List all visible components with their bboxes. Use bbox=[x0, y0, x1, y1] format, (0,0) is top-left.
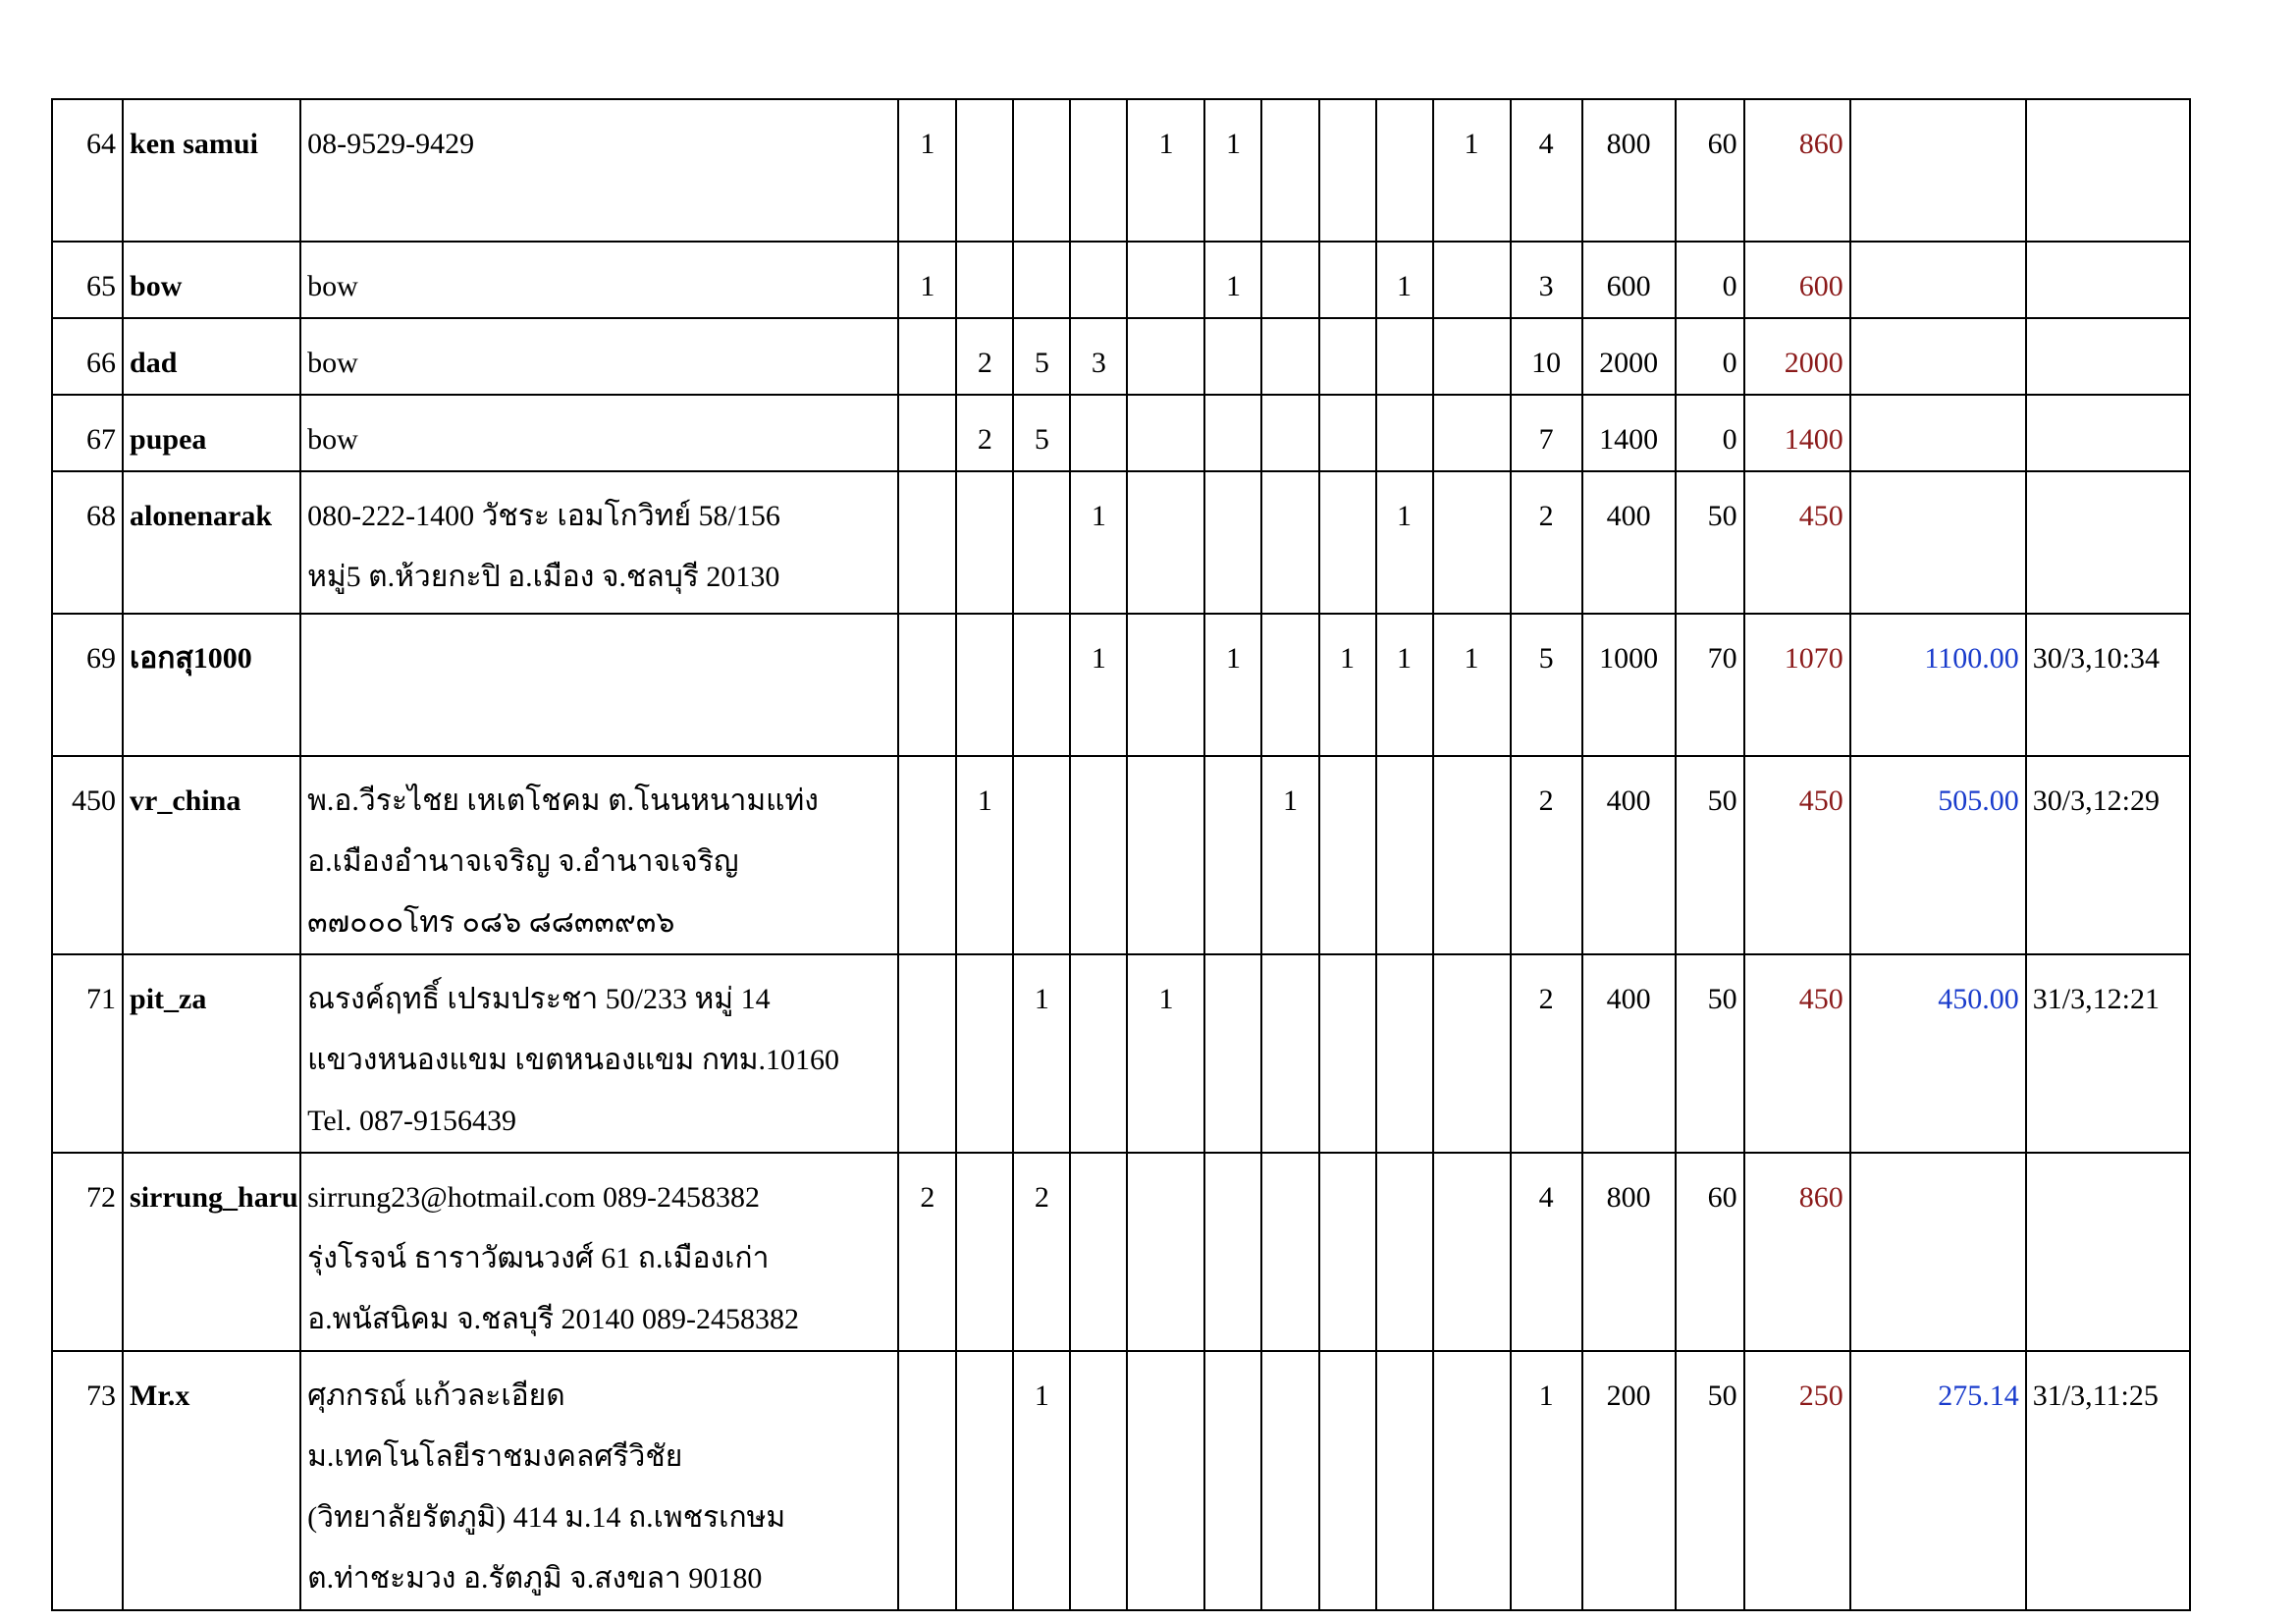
payment-time-cell bbox=[2026, 242, 2190, 318]
customer-name-cell: bow bbox=[123, 242, 300, 318]
table-row bbox=[52, 1153, 2190, 1351]
address-line: ม.เทคโนโลยีราชมงคลศรีวิชัย bbox=[307, 1440, 683, 1473]
customer-name-cell: pit_za bbox=[123, 954, 300, 1153]
paid-amount-cell bbox=[1850, 99, 2026, 242]
quantity-cell-4: 3 bbox=[1070, 318, 1127, 395]
payment-time-cell: 30/3,12:29 bbox=[2026, 756, 2190, 954]
quantity-cell-6 bbox=[1204, 395, 1261, 471]
quantity-cell-1 bbox=[898, 756, 956, 954]
address-cell bbox=[300, 99, 898, 242]
quantity-cell-7 bbox=[1261, 99, 1318, 242]
quantity-cell-5: 1 bbox=[1127, 99, 1204, 242]
address-line: ต.ท่าชะมวง อ.รัตภูมิ จ.สงขลา 90180 bbox=[307, 1562, 763, 1595]
quantity-cell-7 bbox=[1261, 471, 1318, 614]
quantity-cell-10 bbox=[1433, 242, 1511, 318]
payment-time-cell bbox=[2026, 395, 2190, 471]
item-count-cell: 1 bbox=[1511, 1351, 1582, 1610]
quantity-cell-10 bbox=[1433, 395, 1511, 471]
shipping-cell: 0 bbox=[1676, 318, 1744, 395]
total-cell: 2000 bbox=[1744, 318, 1850, 395]
order-number-cell: 64 bbox=[52, 99, 123, 242]
price-cell: 400 bbox=[1582, 471, 1676, 614]
address-cell bbox=[300, 614, 898, 756]
quantity-cell-8 bbox=[1319, 471, 1376, 614]
item-count-cell: 10 bbox=[1511, 318, 1582, 395]
paid-amount-cell bbox=[1850, 1153, 2026, 1351]
quantity-cell-8 bbox=[1319, 954, 1376, 1153]
customer-name-cell: alonenarak bbox=[123, 471, 300, 614]
quantity-cell-4 bbox=[1070, 954, 1127, 1153]
table-row bbox=[52, 395, 2190, 471]
customer-name-cell: ken samui bbox=[123, 99, 300, 242]
item-count-cell: 7 bbox=[1511, 395, 1582, 471]
quantity-cell-10 bbox=[1433, 318, 1511, 395]
quantity-cell-1 bbox=[898, 318, 956, 395]
price-cell: 400 bbox=[1582, 756, 1676, 954]
address-line: ๓๗๐๐๐โทร ๐๘๖ ๘๘๓๓๙๓๖ bbox=[307, 906, 675, 939]
price-cell: 600 bbox=[1582, 242, 1676, 318]
quantity-cell-6: 1 bbox=[1204, 99, 1261, 242]
order-number-cell: 65 bbox=[52, 242, 123, 318]
table-row bbox=[52, 471, 2190, 614]
total-cell: 600 bbox=[1744, 242, 1850, 318]
quantity-cell-7 bbox=[1261, 954, 1318, 1153]
total-cell: 860 bbox=[1744, 1153, 1850, 1351]
quantity-cell-3 bbox=[1013, 756, 1070, 954]
quantity-cell-9 bbox=[1376, 99, 1433, 242]
order-number-cell: 66 bbox=[52, 318, 123, 395]
orders-table-body bbox=[52, 99, 2190, 1610]
payment-time-cell: 30/3,10:34 bbox=[2026, 614, 2190, 756]
item-count-cell: 5 bbox=[1511, 614, 1582, 756]
paid-amount-cell: 1100.00 bbox=[1850, 614, 2026, 756]
quantity-cell-8: 1 bbox=[1319, 614, 1376, 756]
quantity-cell-3: 2 bbox=[1013, 1153, 1070, 1351]
item-count-cell: 4 bbox=[1511, 1153, 1582, 1351]
quantity-cell-8 bbox=[1319, 242, 1376, 318]
payment-time-cell bbox=[2026, 318, 2190, 395]
total-cell: 860 bbox=[1744, 99, 1850, 242]
quantity-cell-2 bbox=[956, 99, 1013, 242]
item-count-cell: 3 bbox=[1511, 242, 1582, 318]
quantity-cell-9: 1 bbox=[1376, 471, 1433, 614]
quantity-cell-3 bbox=[1013, 614, 1070, 756]
quantity-cell-5 bbox=[1127, 318, 1204, 395]
quantity-cell-10 bbox=[1433, 1351, 1511, 1610]
shipping-cell: 60 bbox=[1676, 1153, 1744, 1351]
quantity-cell-1 bbox=[898, 1351, 956, 1610]
payment-time-cell: 31/3,12:21 bbox=[2026, 954, 2190, 1153]
quantity-cell-6 bbox=[1204, 1351, 1261, 1610]
quantity-cell-6 bbox=[1204, 954, 1261, 1153]
address-line: Tel. 087-9156439 bbox=[307, 1105, 516, 1137]
paid-amount-cell bbox=[1850, 395, 2026, 471]
order-number-cell: 450 bbox=[52, 756, 123, 954]
order-number-cell: 73 bbox=[52, 1351, 123, 1610]
quantity-cell-2 bbox=[956, 1153, 1013, 1351]
address-line: 08-9529-9429 bbox=[307, 128, 475, 160]
quantity-cell-7 bbox=[1261, 1153, 1318, 1351]
paid-amount-cell bbox=[1850, 318, 2026, 395]
quantity-cell-8 bbox=[1319, 318, 1376, 395]
quantity-cell-8 bbox=[1319, 395, 1376, 471]
shipping-cell: 60 bbox=[1676, 99, 1744, 242]
paid-amount-cell: 450.00 bbox=[1850, 954, 2026, 1153]
customer-name-cell: เอกสุ1000 bbox=[123, 614, 300, 756]
total-cell: 250 bbox=[1744, 1351, 1850, 1610]
quantity-cell-7 bbox=[1261, 614, 1318, 756]
quantity-cell-1 bbox=[898, 471, 956, 614]
quantity-cell-5 bbox=[1127, 614, 1204, 756]
quantity-cell-3 bbox=[1013, 99, 1070, 242]
table-row bbox=[52, 242, 2190, 318]
address-line: bow bbox=[307, 423, 358, 456]
customer-name-cell: Mr.x bbox=[123, 1351, 300, 1610]
quantity-cell-6 bbox=[1204, 756, 1261, 954]
table-row bbox=[52, 614, 2190, 756]
address-cell bbox=[300, 756, 898, 954]
address-line: bow bbox=[307, 270, 358, 302]
quantity-cell-10 bbox=[1433, 471, 1511, 614]
shipping-cell: 50 bbox=[1676, 954, 1744, 1153]
quantity-cell-7: 1 bbox=[1261, 756, 1318, 954]
shipping-cell: 50 bbox=[1676, 471, 1744, 614]
quantity-cell-1 bbox=[898, 614, 956, 756]
table-row bbox=[52, 756, 2190, 954]
paid-amount-cell: 505.00 bbox=[1850, 756, 2026, 954]
address-line: (วิทยาลัยรัตภูมิ) 414 ม.14 ถ.เพชรเกษม bbox=[307, 1501, 786, 1534]
quantity-cell-3: 5 bbox=[1013, 395, 1070, 471]
quantity-cell-8 bbox=[1319, 99, 1376, 242]
quantity-cell-4 bbox=[1070, 1153, 1127, 1351]
quantity-cell-5 bbox=[1127, 1153, 1204, 1351]
shipping-cell: 50 bbox=[1676, 1351, 1744, 1610]
payment-time-cell: 31/3,11:25 bbox=[2026, 1351, 2190, 1610]
quantity-cell-3 bbox=[1013, 242, 1070, 318]
total-cell: 450 bbox=[1744, 954, 1850, 1153]
quantity-cell-9 bbox=[1376, 395, 1433, 471]
quantity-cell-3: 5 bbox=[1013, 318, 1070, 395]
quantity-cell-6 bbox=[1204, 471, 1261, 614]
quantity-cell-10: 1 bbox=[1433, 99, 1511, 242]
customer-name-cell: dad bbox=[123, 318, 300, 395]
shipping-cell: 0 bbox=[1676, 242, 1744, 318]
quantity-cell-1: 1 bbox=[898, 242, 956, 318]
address-line: sirrung23@hotmail.com 089-2458382 bbox=[307, 1181, 761, 1214]
price-cell: 800 bbox=[1582, 99, 1676, 242]
paid-amount-cell bbox=[1850, 242, 2026, 318]
address-line: 080-222-1400 วัชระ เอมโกวิทย์ 58/156 bbox=[307, 500, 780, 532]
quantity-cell-5: 1 bbox=[1127, 954, 1204, 1153]
quantity-cell-6: 1 bbox=[1204, 614, 1261, 756]
total-cell: 450 bbox=[1744, 756, 1850, 954]
quantity-cell-2: 2 bbox=[956, 395, 1013, 471]
item-count-cell: 4 bbox=[1511, 99, 1582, 242]
address-cell bbox=[300, 242, 898, 318]
price-cell: 1400 bbox=[1582, 395, 1676, 471]
quantity-cell-10: 1 bbox=[1433, 614, 1511, 756]
quantity-cell-4 bbox=[1070, 99, 1127, 242]
total-cell: 450 bbox=[1744, 471, 1850, 614]
quantity-cell-10 bbox=[1433, 756, 1511, 954]
order-number-cell: 72 bbox=[52, 1153, 123, 1351]
address-line: แขวงหนองแขม เขตหนองแขม กทม.10160 bbox=[307, 1044, 840, 1076]
quantity-cell-1: 1 bbox=[898, 99, 956, 242]
quantity-cell-2 bbox=[956, 614, 1013, 756]
address-cell bbox=[300, 471, 898, 614]
address-cell bbox=[300, 318, 898, 395]
quantity-cell-1 bbox=[898, 395, 956, 471]
quantity-cell-9 bbox=[1376, 954, 1433, 1153]
quantity-cell-9 bbox=[1376, 1153, 1433, 1351]
address-line: หมู่5 ต.ห้วยกะปิ อ.เมือง จ.ชลบุรี 20130 bbox=[307, 561, 780, 593]
price-cell: 400 bbox=[1582, 954, 1676, 1153]
quantity-cell-4 bbox=[1070, 756, 1127, 954]
address-line: อ.พนัสนิคม จ.ชลบุรี 20140 089-2458382 bbox=[307, 1303, 800, 1335]
item-count-cell: 2 bbox=[1511, 756, 1582, 954]
address-line: ณรงค์ฤทธิ์ เปรมประชา 50/233 หมู่ 14 bbox=[307, 983, 771, 1015]
price-cell: 2000 bbox=[1582, 318, 1676, 395]
quantity-cell-9 bbox=[1376, 318, 1433, 395]
quantity-cell-4 bbox=[1070, 242, 1127, 318]
item-count-cell: 2 bbox=[1511, 471, 1582, 614]
quantity-cell-1 bbox=[898, 954, 956, 1153]
payment-time-cell bbox=[2026, 1153, 2190, 1351]
quantity-cell-9 bbox=[1376, 756, 1433, 954]
quantity-cell-1: 2 bbox=[898, 1153, 956, 1351]
address-line: bow bbox=[307, 347, 358, 379]
total-cell: 1400 bbox=[1744, 395, 1850, 471]
quantity-cell-9: 1 bbox=[1376, 242, 1433, 318]
order-number-cell: 67 bbox=[52, 395, 123, 471]
quantity-cell-9: 1 bbox=[1376, 614, 1433, 756]
address-cell bbox=[300, 1153, 898, 1351]
customer-name-cell: pupea bbox=[123, 395, 300, 471]
quantity-cell-7 bbox=[1261, 242, 1318, 318]
address-cell bbox=[300, 1351, 898, 1610]
table-row bbox=[52, 99, 2190, 242]
customer-name-cell: sirrung_haru bbox=[123, 1153, 300, 1351]
payment-time-cell bbox=[2026, 99, 2190, 242]
quantity-cell-2 bbox=[956, 242, 1013, 318]
quantity-cell-6 bbox=[1204, 318, 1261, 395]
shipping-cell: 0 bbox=[1676, 395, 1744, 471]
address-line: อ.เมืองอำนาจเจริญ จ.อำนาจเจริญ bbox=[307, 845, 739, 878]
item-count-cell: 2 bbox=[1511, 954, 1582, 1153]
quantity-cell-5 bbox=[1127, 242, 1204, 318]
quantity-cell-7 bbox=[1261, 1351, 1318, 1610]
quantity-cell-8 bbox=[1319, 1351, 1376, 1610]
order-number-cell: 68 bbox=[52, 471, 123, 614]
quantity-cell-3: 1 bbox=[1013, 954, 1070, 1153]
address-cell bbox=[300, 395, 898, 471]
orders-table bbox=[51, 98, 2191, 1611]
quantity-cell-5 bbox=[1127, 756, 1204, 954]
customer-name-cell: vr_china bbox=[123, 756, 300, 954]
address-line: พ.อ.วีระไชย เหเตโชคม ต.โนนหนามแท่ง bbox=[307, 784, 819, 817]
quantity-cell-9 bbox=[1376, 1351, 1433, 1610]
quantity-cell-3 bbox=[1013, 471, 1070, 614]
quantity-cell-5 bbox=[1127, 471, 1204, 614]
address-line: ศุภกรณ์ แก้วละเอียด bbox=[307, 1380, 565, 1412]
address-line: รุ่งโรจน์ ธาราวัฒนวงศ์ 61 ถ.เมืองเก่า bbox=[307, 1242, 770, 1274]
price-cell: 200 bbox=[1582, 1351, 1676, 1610]
quantity-cell-6: 1 bbox=[1204, 242, 1261, 318]
quantity-cell-8 bbox=[1319, 756, 1376, 954]
quantity-cell-2 bbox=[956, 471, 1013, 614]
shipping-cell: 70 bbox=[1676, 614, 1744, 756]
paid-amount-cell: 275.14 bbox=[1850, 1351, 2026, 1610]
quantity-cell-3: 1 bbox=[1013, 1351, 1070, 1610]
quantity-cell-7 bbox=[1261, 318, 1318, 395]
total-cell: 1070 bbox=[1744, 614, 1850, 756]
price-cell: 1000 bbox=[1582, 614, 1676, 756]
address-cell bbox=[300, 954, 898, 1153]
quantity-cell-8 bbox=[1319, 1153, 1376, 1351]
quantity-cell-10 bbox=[1433, 954, 1511, 1153]
order-number-cell: 71 bbox=[52, 954, 123, 1153]
quantity-cell-4: 1 bbox=[1070, 614, 1127, 756]
quantity-cell-4 bbox=[1070, 1351, 1127, 1610]
table-row bbox=[52, 954, 2190, 1153]
quantity-cell-2: 2 bbox=[956, 318, 1013, 395]
quantity-cell-10 bbox=[1433, 1153, 1511, 1351]
shipping-cell: 50 bbox=[1676, 756, 1744, 954]
price-cell: 800 bbox=[1582, 1153, 1676, 1351]
quantity-cell-7 bbox=[1261, 395, 1318, 471]
payment-time-cell bbox=[2026, 471, 2190, 614]
quantity-cell-2 bbox=[956, 1351, 1013, 1610]
paid-amount-cell bbox=[1850, 471, 2026, 614]
quantity-cell-2: 1 bbox=[956, 756, 1013, 954]
quantity-cell-4 bbox=[1070, 395, 1127, 471]
quantity-cell-4: 1 bbox=[1070, 471, 1127, 614]
quantity-cell-6 bbox=[1204, 1153, 1261, 1351]
quantity-cell-2 bbox=[956, 954, 1013, 1153]
quantity-cell-5 bbox=[1127, 395, 1204, 471]
order-number-cell: 69 bbox=[52, 614, 123, 756]
table-row bbox=[52, 1351, 2190, 1610]
quantity-cell-5 bbox=[1127, 1351, 1204, 1610]
table-row bbox=[52, 318, 2190, 395]
